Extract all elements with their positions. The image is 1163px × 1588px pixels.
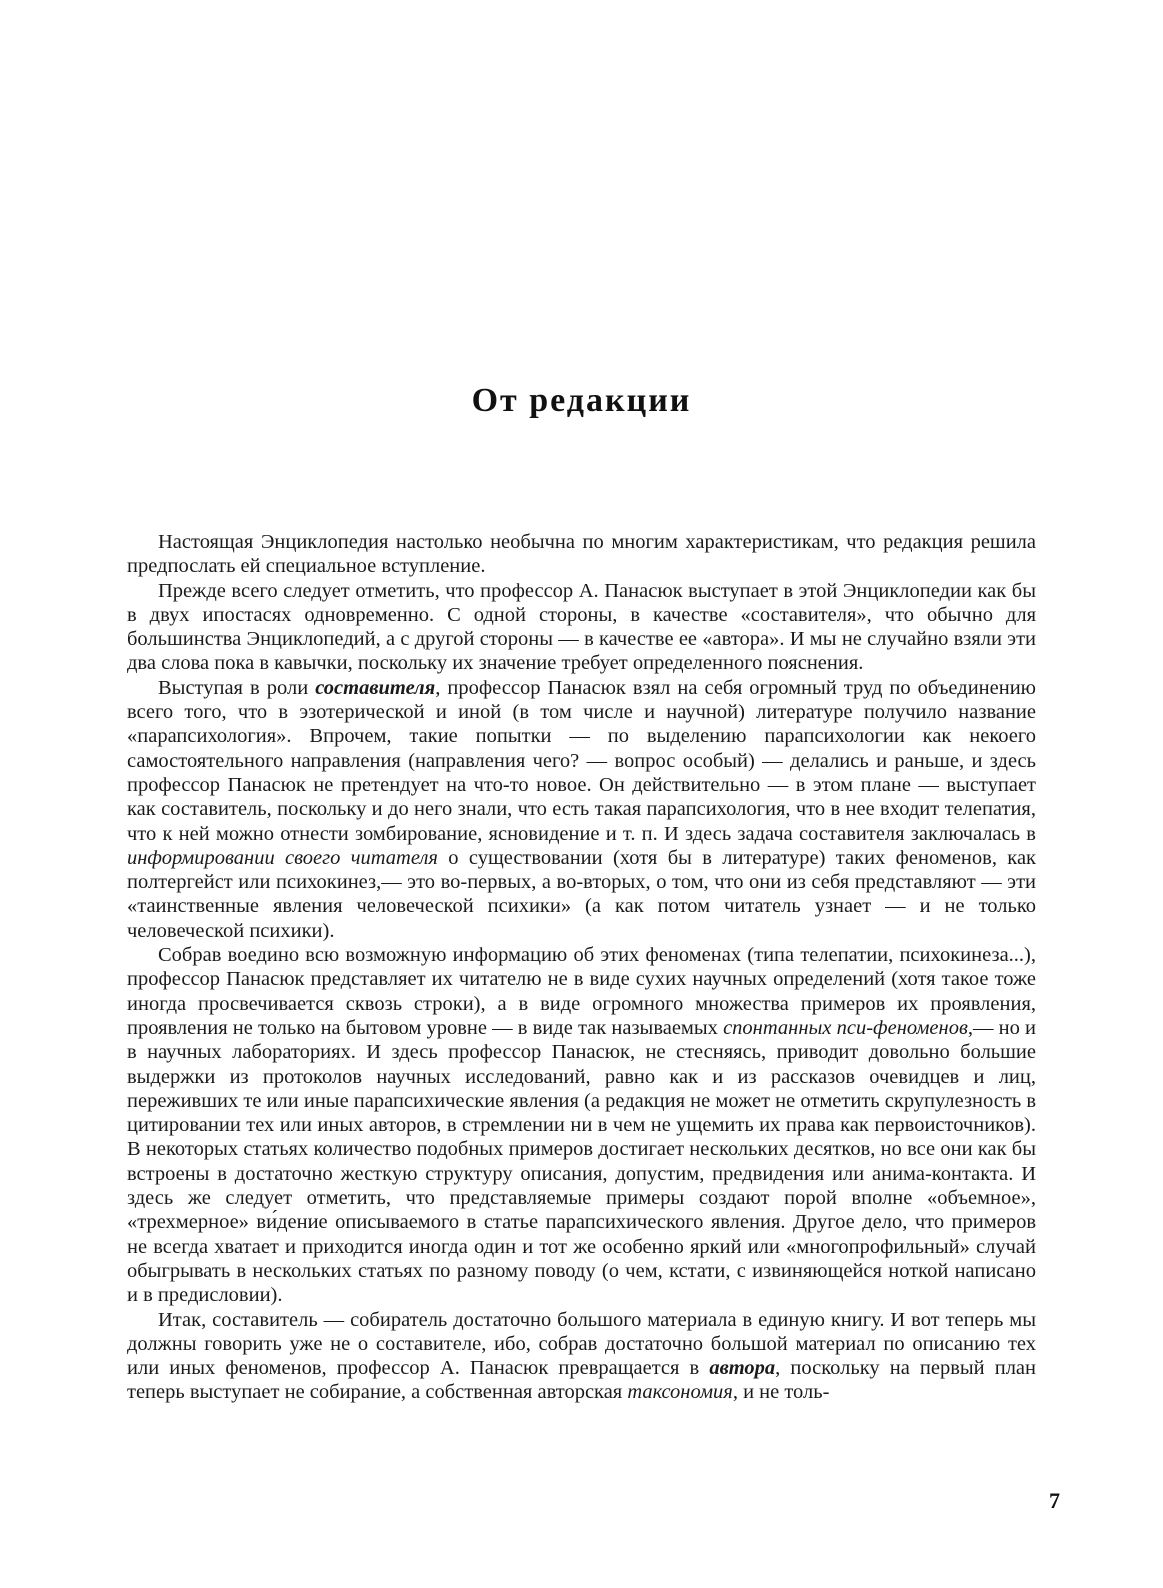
italic-informing-reader: информировании своего читателя bbox=[127, 846, 438, 869]
page-title: От редакции bbox=[471, 382, 692, 419]
italic-spontaneous-psi: спонтанных пси-феноменов bbox=[723, 1016, 968, 1039]
paragraph-5-text-c: , и не толь- bbox=[732, 1381, 830, 1404]
paragraph-2 bbox=[127, 579, 1036, 676]
paragraph-3 bbox=[127, 676, 1036, 943]
paragraph-4-text-a: Собрав воедино всю возможную информацию об этих феноменах (типа телепатии, психокинеза...), профессор Панасюк представляет их читателю не в виде сухих научных определений (хотя такое тоже иногда просвечивается сквозь строки), а в виде огромного множества примеров их проявления, проявления не только на бытовом уровне — в виде так называемых bbox=[127, 944, 1036, 1039]
paragraph-3-text-c: о существовании (хотя бы в литературе) таких феноменов, как полтергейст или психокинез,— это во-первых, а во-вторых, о том, что они из себя представляют — эти «таинственные явления человеческой психики» (а как потом читатель узнает — и не только человеческой психики). bbox=[127, 846, 1037, 942]
paragraph-3-text-a: Выступая в роли bbox=[158, 676, 316, 699]
paragraph-5 bbox=[127, 1308, 1036, 1405]
paragraph-1 bbox=[127, 530, 1036, 579]
page-number: 7 bbox=[1049, 1488, 1060, 1513]
term-compiler: составителя bbox=[315, 676, 436, 699]
paragraph-1-text: Настоящая Энциклопедия настолько необычна по многим характеристикам, что редакция решила предпослать ей специальное вступление. bbox=[127, 531, 1036, 578]
paragraph-2-text: Прежде всего следует отметить, что профессор А. Панасюк выступает в этой Энциклопедии как бы в двух ипостасях одновременно. С одной стороны, в качестве «составителя», что обычно для большинства Энциклопедий, а с другой стороны — в качестве ее «автора». И мы не случайно взяли эти два слова пока в кавычки, поскольку их значение требует определенного пояснения. bbox=[127, 579, 1036, 675]
body-text bbox=[127, 530, 1036, 1405]
paragraph-5-text-a: Итак, составитель — собиратель достаточно большого материала в единую книгу. И вот теперь мы должны говорить уже не о составителе, ибо, собрав достаточно большой материал по описанию тех или иных феноменов, профессор А. Панасюк превращается в bbox=[127, 1308, 1036, 1380]
term-author: автора bbox=[709, 1357, 776, 1380]
paragraph-3-text-b: , профессор Панасюк взял на себя огромный труд по объединению всего того, что в эзотерической и иной (в том числе и научной) литературе получило название «парапсихология». Впрочем, такие попытки — по выделению парапсихологии как некоего самостоятельного направления (направления чего? — вопрос особый) — делались и раньше, и здесь профессор Панасюк не претендует на что-то новое. Он действительно — в этом плане — выступает как составитель, поскольку и до него знали, что есть такая парапсихология, что в нее входит телепатия, что к ней можно отнести зомбирование, ясновидение и т. п. И здесь задача составителя заключалась в bbox=[127, 676, 1036, 845]
paragraph-5-text-b: , поскольку на первый план теперь выступает не собирание, а собственная авторская bbox=[127, 1357, 1037, 1404]
paragraph-4-text-b: ,— но и в научных лабораториях. И здесь профессор Панасюк, не стесняясь, приводит довольно большие выдержки из протоколов научных исследований, равно как и из рассказов очевидцев и лиц, переживших те или иные парапсихические явления (а редакция не может не отметить скрупулезность в цитировании тех или иных авторов, в стремлении ни в чем не ущемить их права как первоисточников). В некоторых статьях количество подобных примеров достигает нескольких десятков, но все они как бы встроены в достаточно жесткую структуру описания, допустим, предвидения или анима-контакта. И здесь же следует отметить, что представляемые примеры создают порой вполне «объемное», «трехмерное» ви́дение описываемого в статье парапсихического явления. Другое дело, что примеров не всегда хватает и приходится иногда один и тот же особенно яркий или «многопрофильный» случай обыгрывать в нескольких статьях по разному поводу (о чем, кстати, с извиняющейся ноткой написано и в предисловии). bbox=[127, 1016, 1036, 1307]
paragraph-4 bbox=[127, 943, 1036, 1307]
italic-taxonomy: таксономия bbox=[627, 1381, 733, 1404]
